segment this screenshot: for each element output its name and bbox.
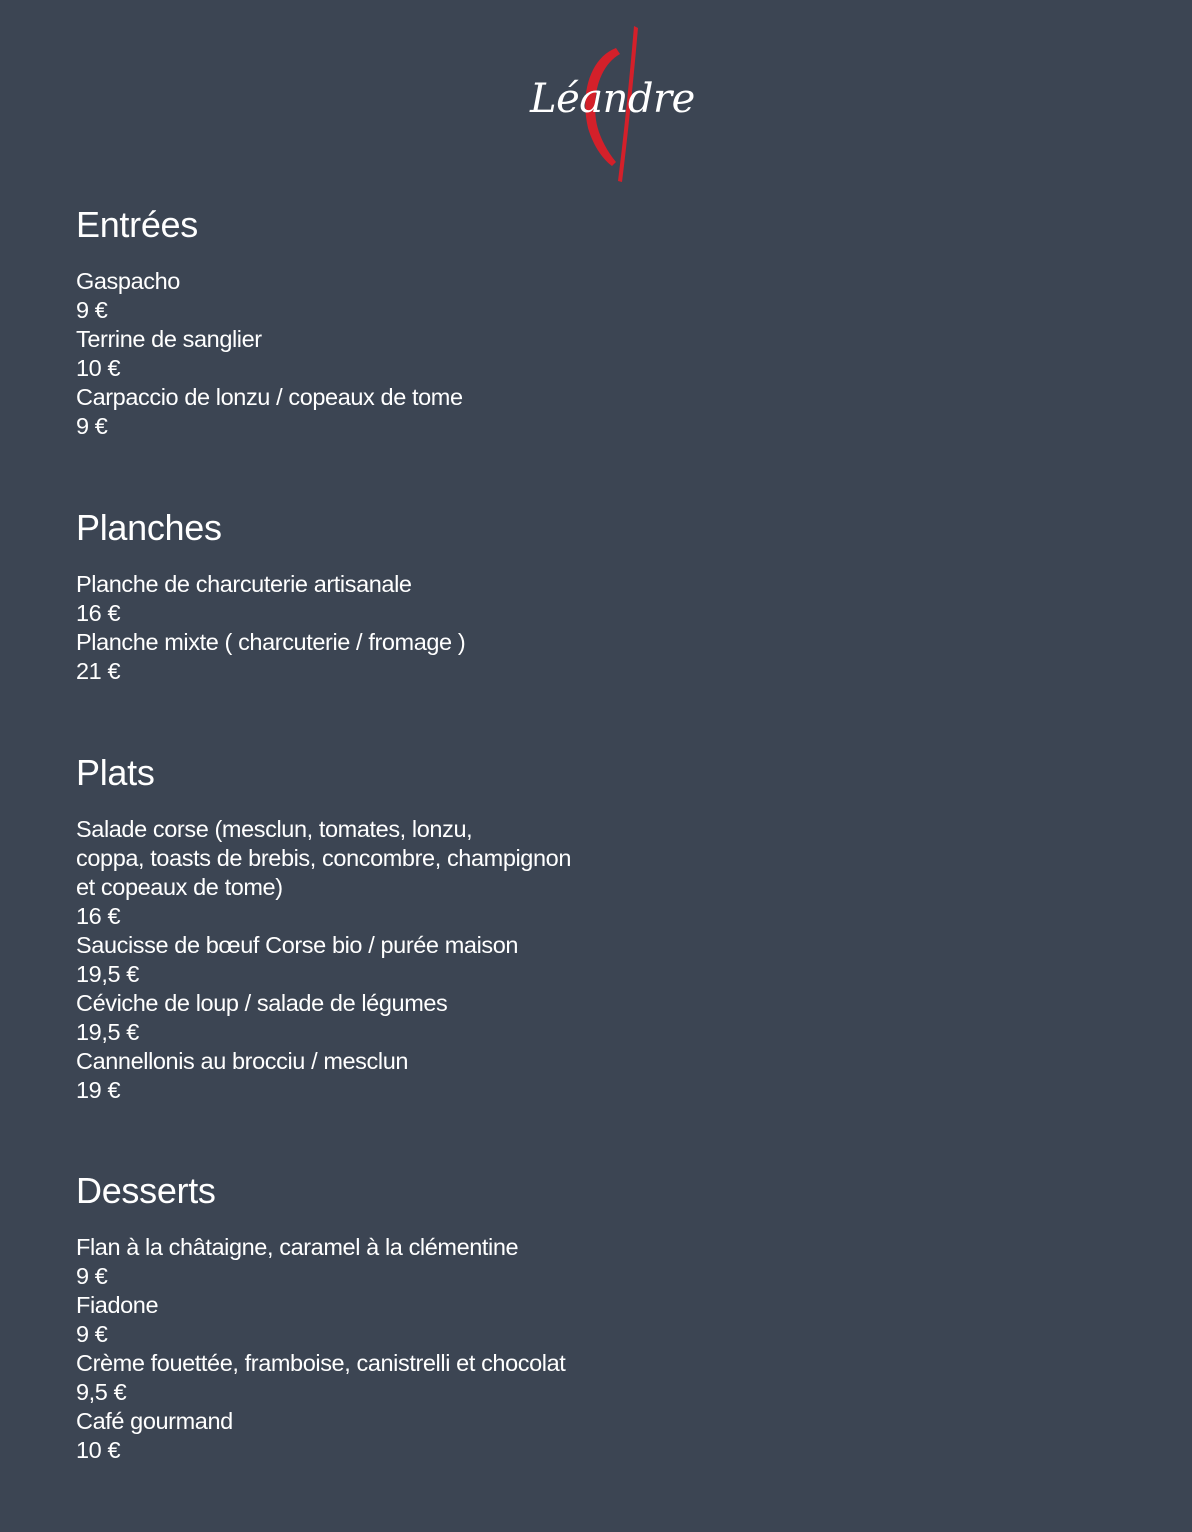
item-name: Saucisse de bœuf Corse bio / purée maison [76,932,519,958]
section-planches [76,508,776,686]
item-price: 9 € [76,413,108,439]
item-price: 16 € [76,903,121,929]
item-price: 21 € [76,658,121,684]
item-price: 9,5 € [76,1379,127,1405]
item-name: Fiadone [76,1292,159,1318]
menu-item [76,267,776,325]
menu-item [76,989,776,1047]
item-name: Céviche de loup / salade de légumes [76,990,448,1016]
section-desserts [76,1171,776,1465]
item-price: 10 € [76,355,121,381]
item-price: 9 € [76,1263,108,1289]
item-name: Crème fouettée, framboise, canistrelli et chocolat [76,1350,566,1376]
menu-item [76,1047,776,1105]
section-title: Desserts [76,1170,216,1211]
menu-item [76,815,776,931]
item-price: 9 € [76,1321,108,1347]
logo-text: Léandre [530,76,695,122]
item-name: Flan à la châtaigne, caramel à la clémentine [76,1234,519,1260]
section-title: Plats [76,752,155,793]
item-name: Planche mixte ( charcuterie / fromage ) [76,629,466,655]
menu-item [76,383,776,441]
menu-item [76,1291,776,1349]
item-name: Planche de charcuterie artisanale [76,571,412,597]
item-price: 10 € [76,1437,121,1463]
menu-item [76,1407,776,1465]
item-price: 19,5 € [76,1019,139,1045]
menu-item [76,325,776,383]
section-title: Entrées [76,204,198,245]
item-price: 9 € [76,297,108,323]
item-name: Cannellonis au brocciu / mesclun [76,1048,409,1074]
item-price: 19,5 € [76,961,139,987]
item-name: Gaspacho [76,268,180,294]
section-entrees [76,205,776,441]
menu-item [76,628,776,686]
menu-item [76,1349,776,1407]
section-plats [76,753,776,1105]
item-price: 19 € [76,1077,121,1103]
menu-item [76,570,776,628]
restaurant-logo [528,24,695,186]
item-name: Terrine de sanglier [76,326,262,352]
section-title: Planches [76,507,222,548]
item-price: 16 € [76,600,121,626]
menu-item [76,931,776,989]
item-name: Carpaccio de lonzu / copeaux de tome [76,384,463,410]
menu-item [76,1233,776,1291]
item-name: Salade corse (mesclun, tomates, lonzu, coppa, toasts de brebis, concombre, champignon et copeaux de tome) [76,816,571,900]
item-name: Café gourmand [76,1408,233,1434]
